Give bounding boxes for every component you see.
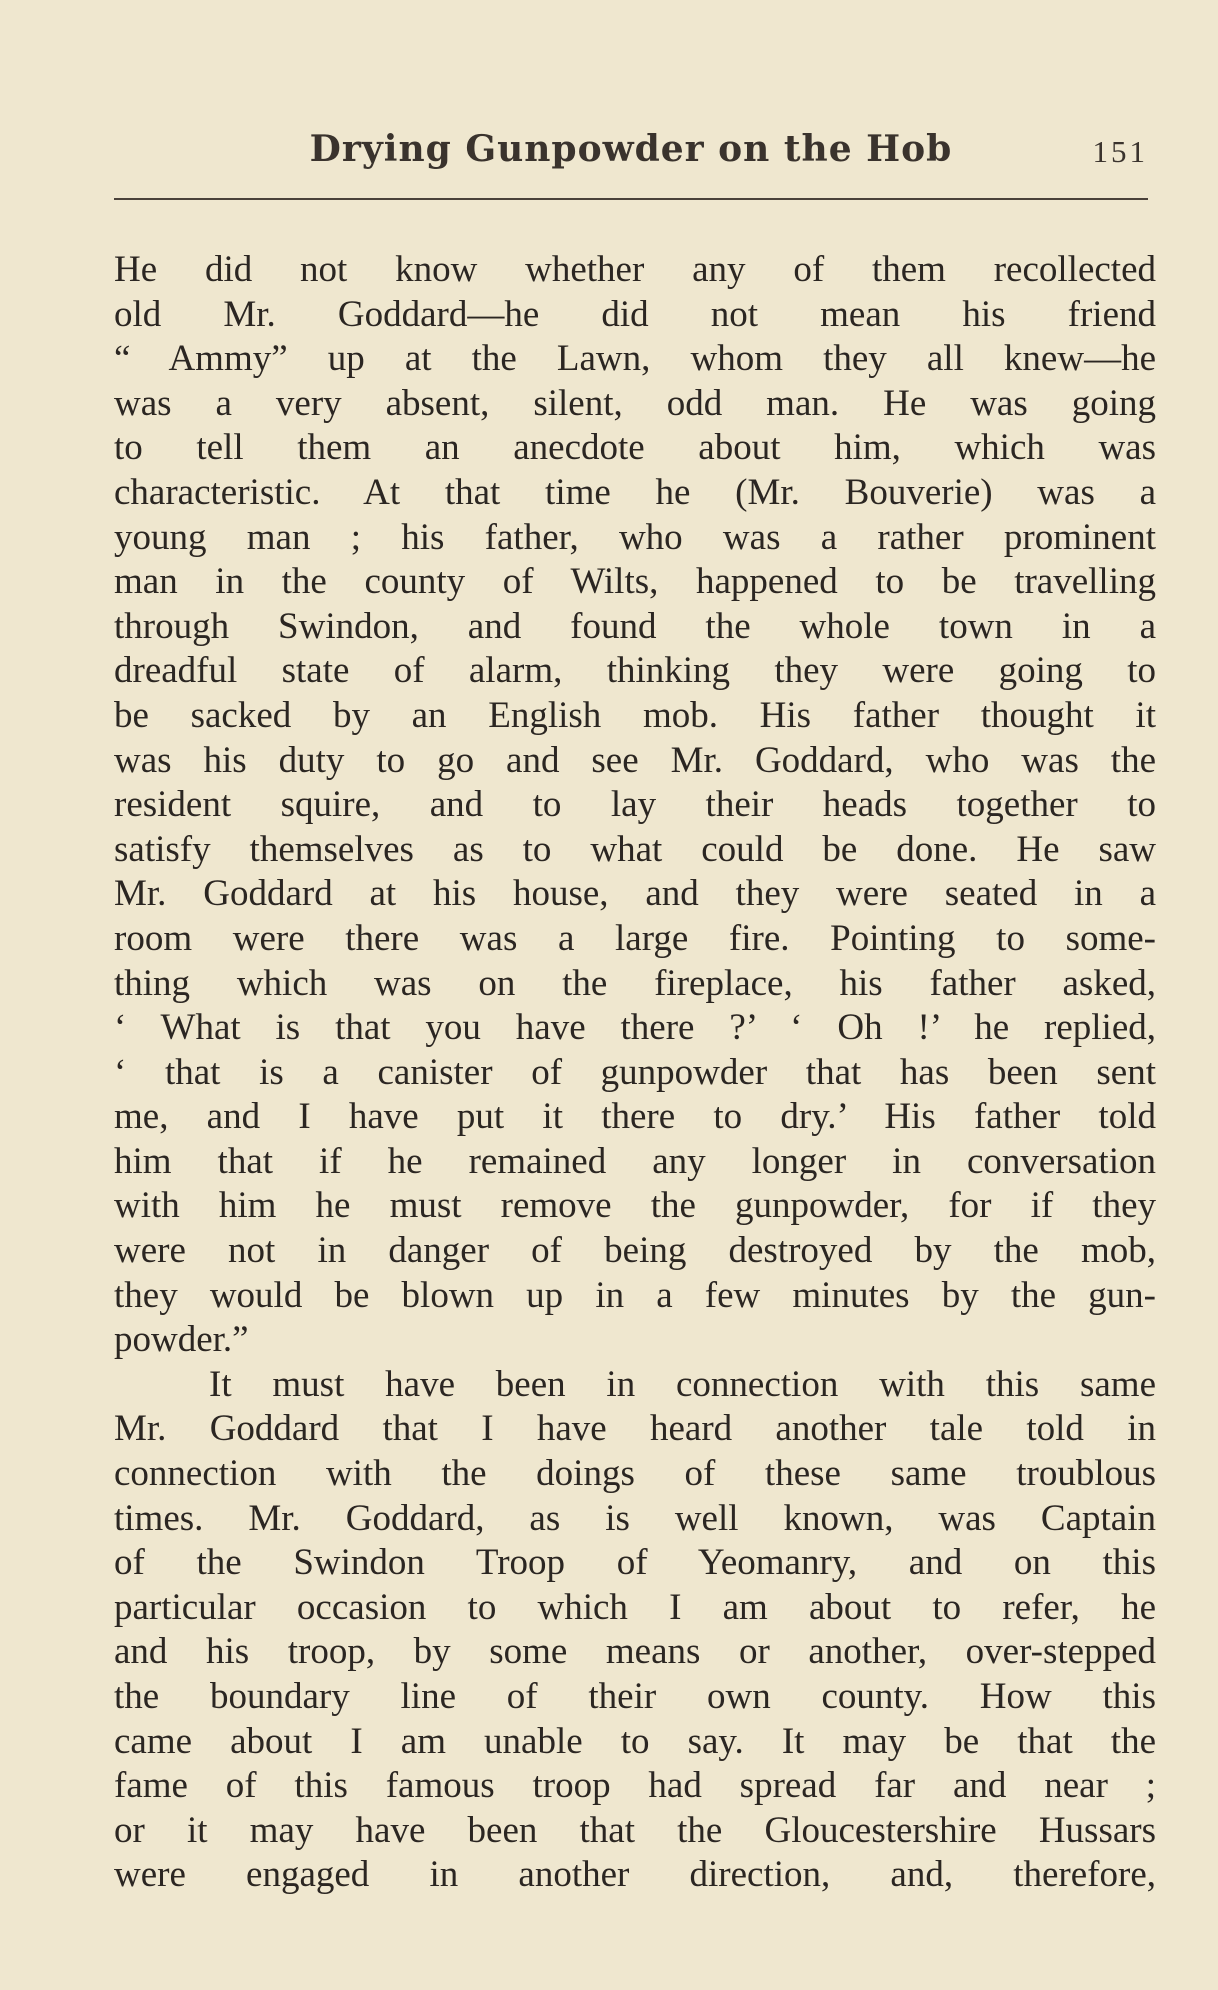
text-line: satisfy themselves as to what could be done. He saw [114,828,1156,870]
text-line: times. Mr. Goddard, as is well known, was Captain [114,1497,1156,1539]
page-number: 151 [1092,134,1148,169]
paragraph-end-line: powder.” [114,1319,249,1361]
text-line: or it may have been that the Gloucestershire Hussars [114,1809,1156,1851]
text-line: me, and I have put it there to dry.’ His father told [114,1096,1156,1138]
text-line: Mr. Goddard that I have heard another tale told in [114,1408,1156,1450]
header-rule [114,198,1148,200]
text-line: to tell them an anecdote about him, which was [114,427,1156,469]
text-line: old Mr. Goddard—he did not mean his friend [114,293,1156,335]
text-line: man in the county of Wilts, happened to be travelling [114,561,1156,603]
text-line: characteristic. At that time he (Mr. Bouverie) was a [114,471,1156,513]
text-line: and his troop, by some means or another, over-stepped [114,1631,1156,1673]
page-header [114,128,1148,178]
text-line: fame of this famous troop had spread far and near ; [114,1765,1156,1807]
text-line: came about I am unable to say. It may be that the [114,1720,1156,1762]
text-line: dreadful state of alarm, thinking they were going to [114,650,1156,692]
text-line: the boundary line of their own county. How this [114,1676,1156,1717]
text-line: were not in danger of being destroyed by the mob, [114,1230,1156,1272]
body-text [114,248,1156,1898]
text-line: room were there was a large fire. Pointing to some- [114,917,1156,959]
text-line: particular occasion to which I am about to refer, he [114,1586,1156,1628]
text-line: ‘ that is a canister of gunpowder that has been sent [114,1051,1156,1093]
text-line: be sacked by an English mob. His father thought it [114,694,1156,736]
text-line: him that if he remained any longer in conversation [114,1140,1156,1182]
text-line: young man ; his father, who was a rather prominent [114,516,1156,558]
text-line: were engaged in another direction, and, therefore, [114,1854,1156,1896]
text-line: connection with the doings of these same troublous [114,1453,1156,1495]
text-line: thing which was on the fireplace, his father asked, [114,962,1156,1004]
text-line: He did not know whether any of them recollected [114,249,1156,290]
text-line: was his duty to go and see Mr. Goddard, who was the [114,739,1156,781]
text-line: of the Swindon Troop of Yeomanry, and on this [114,1542,1156,1584]
running-title: Drying Gunpowder on the Hob [309,128,953,170]
text-line: through Swindon, and found the whole town in a [114,605,1156,647]
text-line: resident squire, and to lay their heads together to [114,784,1156,826]
text-line: with him he must remove the gunpowder, for if they [114,1185,1156,1227]
paragraph-start-line: It must have been in connection with this same [209,1363,1156,1405]
text-line: “ Ammy” up at the Lawn, whom they all knew—he [114,338,1156,380]
text-line: ‘ What is that you have there ?’ ‘ Oh !’ he replied, [114,1007,1156,1049]
text-line: was a very absent, silent, odd man. He was going [114,382,1156,424]
text-line: Mr. Goddard at his house, and they were seated in a [114,873,1156,915]
text-line: they would be blown up in a few minutes by the gun- [114,1274,1156,1316]
